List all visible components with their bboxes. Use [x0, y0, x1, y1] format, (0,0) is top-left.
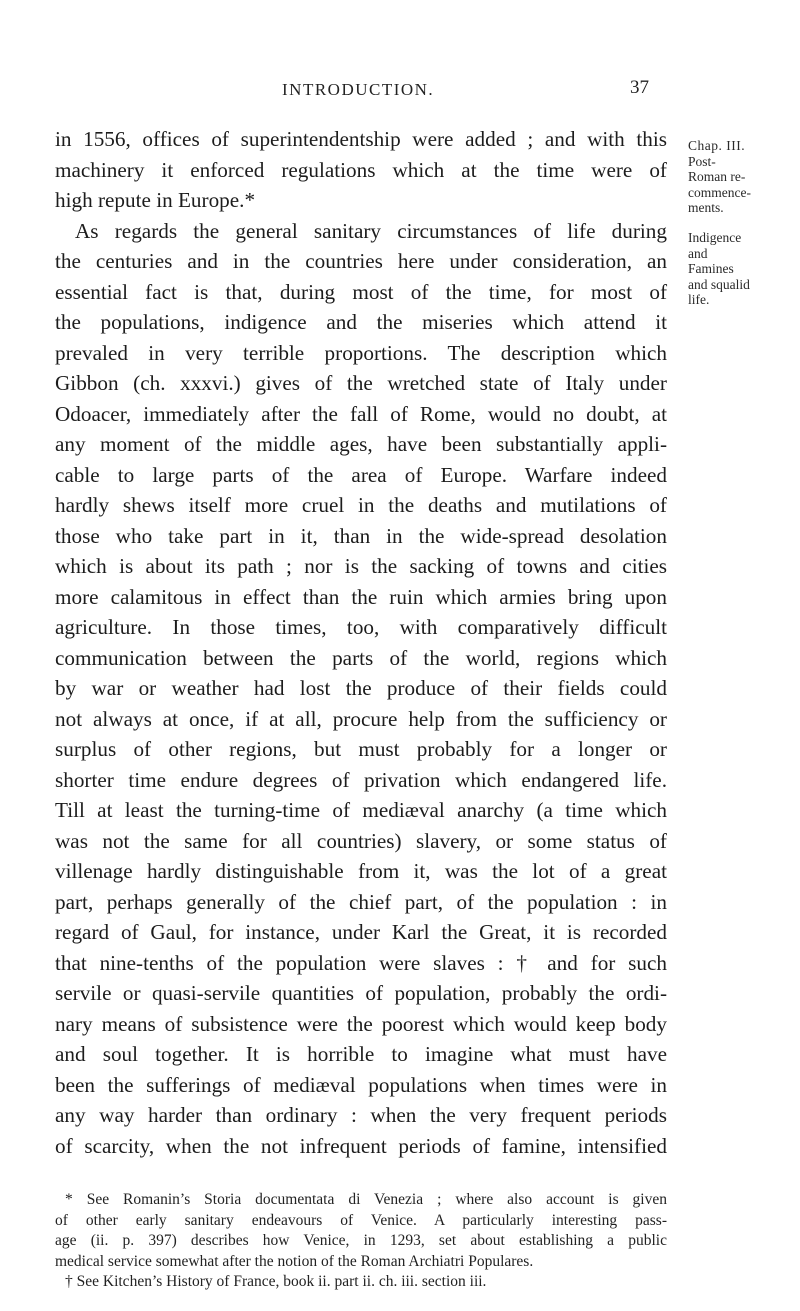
- footnote-line: † See Kitchen’s History of France, book ii. part ii. ch. iii. section iii.: [65, 1273, 487, 1290]
- body-line: As regards the general sanitary circumstances of life during: [75, 218, 667, 243]
- body-line: more calamitous in effect than the ruin which armies bring upon: [55, 584, 667, 609]
- body-line: those who take part in it, than in the wide-spread desolation: [55, 523, 667, 548]
- body-line: was not the same for all countries) slavery, or some status of: [55, 828, 667, 853]
- body-line: regard of Gaul, for instance, under Karl the Great, it is recorded: [55, 920, 667, 944]
- body-line: of scarcity, when the not infrequent periods of famine, intensified: [55, 1133, 667, 1158]
- body-line: agriculture. In those times, too, with comparatively difficult: [55, 615, 667, 639]
- body-line: the centuries and in the countries here under consideration, an: [55, 249, 667, 273]
- margin-note-line: Famines: [688, 261, 734, 276]
- body-line: machinery it enforced regulations which at the time were of: [55, 157, 667, 182]
- body-line: cable to large parts of the area of Europe. Warfare indeed: [55, 462, 667, 487]
- chapter-label: Chap. III.: [688, 138, 746, 153]
- footnote-line: * See Romanin’s Storia documentata di Venezia ; where also account is given: [65, 1191, 667, 1208]
- body-line: in 1556, offices of superintendentship were added ; and with this: [55, 127, 667, 151]
- margin-note-line: ments.: [688, 200, 724, 215]
- body-line: any moment of the middle ages, have been substantially appli-: [55, 432, 667, 456]
- body-line: communication between the parts of the world, regions which: [55, 645, 667, 670]
- running-title: INTRODUCTION.: [282, 80, 435, 99]
- margin-note-line: Indigence: [688, 230, 742, 245]
- body-line: been the sufferings of mediæval populations when times were in: [55, 1072, 667, 1097]
- body-line: part, perhaps generally of the chief part, of the population : in: [55, 889, 667, 914]
- body-line: villenage hardly distinguishable from it, was the lot of a great: [55, 859, 667, 883]
- body-line: Odoacer, immediately after the fall of Rome, would no doubt, at: [55, 401, 667, 426]
- body-text: [55, 124, 667, 1161]
- margin-note-line: Roman re-: [688, 169, 746, 184]
- body-line: the populations, indigence and the miseries which attend it: [55, 310, 667, 334]
- footnote-line: of other early sanitary endeavours of Venice. A particularly interesting pass-: [55, 1211, 667, 1229]
- body-line: essential fact is that, during most of the time, for most of: [55, 279, 667, 304]
- footnote-line: medical service somewhat after the notion of the Roman Archiatri Populares.: [55, 1252, 534, 1270]
- margin-note-line: and squalid: [688, 276, 750, 292]
- margin-note-line: and: [688, 245, 708, 261]
- body-line: Till at least the turning-time of mediæval anarchy (a time which: [55, 798, 667, 822]
- body-line: which is about its path ; nor is the sacking of towns and cities: [55, 554, 667, 578]
- body-line: prevaled in very terrible proportions. The description which: [55, 340, 667, 365]
- body-line: that nine-tenths of the population were slaves : † and for such: [55, 950, 667, 975]
- body-line: nary means of subsistence were the poorest which would keep body: [55, 1011, 667, 1036]
- body-line: not always at once, if at all, procure help from the sufficiency or: [55, 706, 667, 731]
- body-line: shorter time endure degrees of privation which endangered life.: [55, 767, 667, 792]
- body-line: hardly shews itself more cruel in the deaths and mutilations of: [55, 493, 667, 517]
- footnotes: [55, 1190, 667, 1293]
- body-line: high repute in Europe.*: [55, 188, 256, 212]
- indigence-note: [688, 230, 750, 308]
- body-line: servile or quasi-servile quantities of population, probably the ordi-: [55, 981, 667, 1005]
- footnote-line: age (ii. p. 397) describes how Venice, in 1293, set about establishing a public: [55, 1232, 667, 1249]
- body-line: any way harder than ordinary : when the very frequent periods: [55, 1103, 667, 1127]
- margin-note-line: Post-: [688, 153, 716, 169]
- body-line: and soul together. It is horrible to imagine what must have: [55, 1042, 667, 1066]
- margin-note-line: life.: [688, 292, 710, 307]
- chapter-note: [688, 138, 751, 216]
- body-line: Gibbon (ch. xxxvi.) gives of the wretched state of Italy under: [55, 371, 667, 395]
- body-line: surplus of other regions, but must probably for a longer or: [55, 737, 667, 761]
- body-line: by war or weather had lost the produce of their fields could: [55, 676, 667, 700]
- margin-note-line: commence-: [688, 184, 751, 200]
- page-number: 37: [630, 77, 649, 98]
